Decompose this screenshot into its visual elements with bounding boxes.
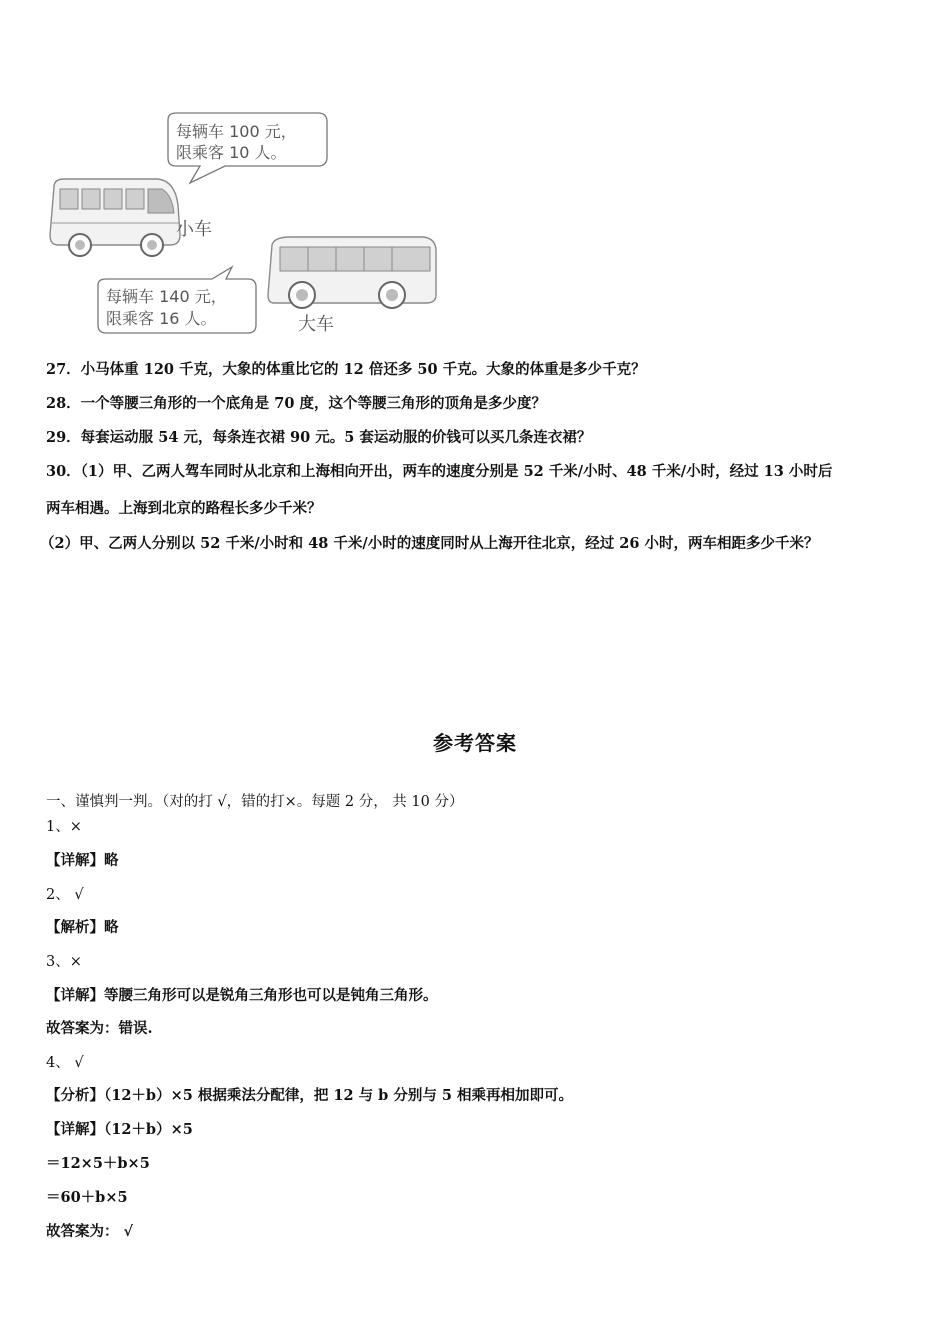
answer-line: 【详解】略	[46, 852, 119, 869]
answer-line: 【详解】（12＋b）×5	[46, 1121, 193, 1138]
answer-line: 3、×	[46, 954, 82, 970]
question-29: 29．每套运动服 54 元，每条连衣裙 90 元。5 套运动服的价钱可以买几条连衣裙？	[46, 429, 592, 446]
small-bubble-line1: 每辆车 100 元，	[176, 122, 297, 141]
question-28: 28．一个等腰三角形的一个底角是 70 度，这个等腰三角形的顶角是多少度？	[46, 395, 546, 412]
big-bus-price-bubble	[98, 267, 256, 333]
small-bus-price-bubble	[168, 113, 327, 183]
answer-line: 故答案为：错误.	[46, 1020, 153, 1037]
answer-line: 【详解】等腰三角形可以是锐角三角形也可以是钝角三角形。	[46, 987, 438, 1004]
question-30-line2: 两车相遇。上海到北京的路程长多少千米？	[46, 500, 322, 517]
bus-illustration	[40, 95, 460, 345]
answer-line: 故答案为： √	[46, 1223, 134, 1240]
answer-line: 2、 √	[46, 887, 84, 903]
small-bus-label: 小车	[176, 219, 212, 240]
small-bubble-line2: 限乘客 10 人。	[176, 143, 287, 162]
answer-line: 1、×	[46, 819, 82, 835]
question-30-line1: 30．（1）甲、乙两人驾车同时从北京和上海相向开出，两车的速度分别是 52 千米/小时、48 千米/小时，经过 13 小时后	[46, 463, 833, 480]
answer-line: ＝12×5＋b×5	[46, 1155, 150, 1172]
small-bus-icon	[50, 179, 180, 256]
big-bubble-line2: 限乘客 16 人。	[106, 309, 217, 328]
question-30-part2: （2）甲、乙两人分别以 52 千米/小时和 48 千米/小时的速度同时从上海开往北京，经过 26 小时，两车相距多少千米？	[40, 535, 819, 552]
answers-title: 参考答案	[433, 731, 517, 755]
big-bubble-line1: 每辆车 140 元，	[106, 287, 227, 306]
answer-line: 4、 √	[46, 1055, 84, 1071]
answers-section-heading: 一、谨慎判一判。（对的打 √，错的打×。每题 2 分， 共 10 分）	[46, 794, 464, 810]
question-27: 27．小马体重 120 千克，大象的体重比它的 12 倍还多 50 千克。大象的体重是多少千克？	[46, 361, 646, 378]
big-bus-label: 大车	[298, 314, 334, 335]
answer-line: 【分析】（12＋b）×5 根据乘法分配律，把 12 与 b 分别与 5 相乘再相加即可。	[46, 1087, 574, 1104]
big-bus-icon	[268, 237, 436, 308]
answer-line: ＝60＋b×5	[46, 1189, 128, 1206]
answer-line: 【解析】略	[46, 919, 119, 936]
